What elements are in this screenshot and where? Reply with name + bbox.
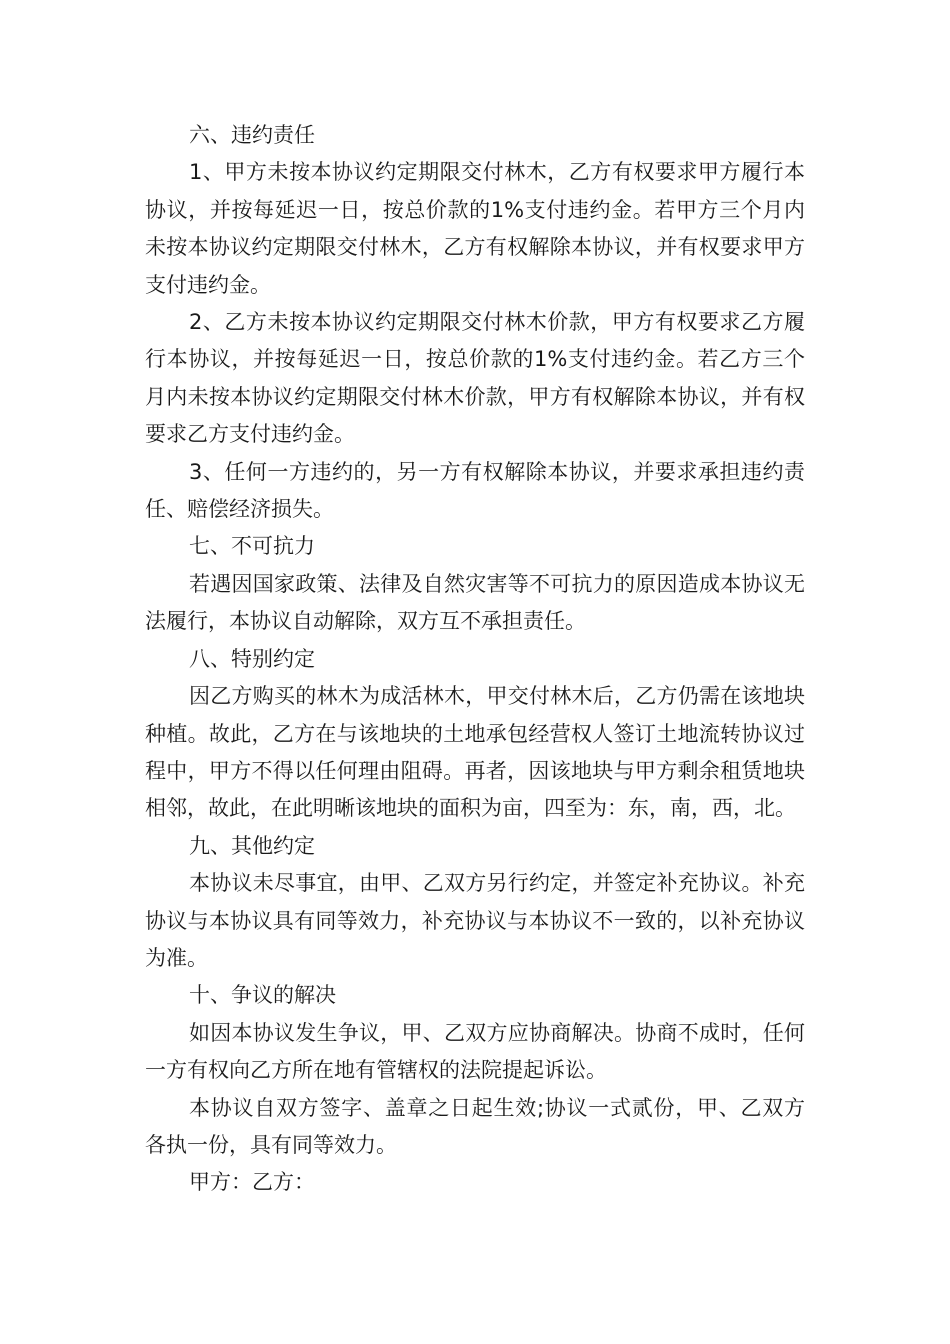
section-heading-other-terms: 九、其他约定 — [189, 833, 315, 858]
clause-paragraph-2: 2、乙方未按本协议约定期限交付林木价款，甲方有权要求乙方履行本协议，并按每延迟一日，按总价款的1%支付违约金。若乙方三个月内未按本协议约定期限交付林木价款，甲方有权解除本协议，并有权要求乙方支付违约金。 — [145, 310, 805, 447]
section-heading-force-majeure: 七、不可抗力 — [189, 534, 315, 559]
force-majeure-paragraph: 若遇因国家政策、法律及自然灾害等不可抗力的原因造成本协议无法履行，本协议自动解除，双方互不承担责任。 — [145, 571, 805, 634]
document-page — [145, 117, 805, 1202]
signature-line: 甲方：乙方： — [189, 1170, 315, 1195]
clause-paragraph-3: 3、任何一方违约的，另一方有权解除本协议，并要求承担违约责任、赔偿经济损失。 — [145, 459, 805, 522]
section-heading-special-terms: 八、特别约定 — [189, 646, 315, 671]
other-terms-paragraph: 本协议未尽事宜，由甲、乙双方另行约定，并签定补充协议。补充协议与本协议具有同等效力，补充协议与本协议不一致的，以补充协议为准。 — [145, 871, 805, 970]
dispute-resolution-paragraph: 如因本协议发生争议，甲、乙双方应协商解决。协商不成时，任何一方有权向乙方所在地有管辖权的法院提起诉讼。 — [145, 1020, 805, 1083]
clause-paragraph-1: 1、甲方未按本协议约定期限交付林木，乙方有权要求甲方履行本协议，并按每延迟一日，按总价款的1%支付违约金。若甲方三个月内未按本协议约定期限交付林木，乙方有权解除本协议，并有权要求甲方支付违约金。 — [145, 160, 805, 297]
special-terms-paragraph: 因乙方购买的林木为成活林木，甲交付林木后，乙方仍需在该地块种植。故此，乙方在与该地块的土地承包经营权人签订土地流转协议过程中，甲方不得以任何理由阻碍。再者，因该地块与甲方剩余租赁地块相邻，故此，在此明晰该地块的面积为亩，四至为：东，南，西，北。 — [145, 684, 805, 821]
section-heading-breach-liability: 六、违约责任 — [189, 123, 315, 147]
section-heading-dispute-resolution: 十、争议的解决 — [189, 983, 336, 1008]
effective-date-paragraph: 本协议自双方签字、盖章之日起生效;协议一式贰份，甲、乙双方各执一份，具有同等效力。 — [145, 1095, 805, 1157]
